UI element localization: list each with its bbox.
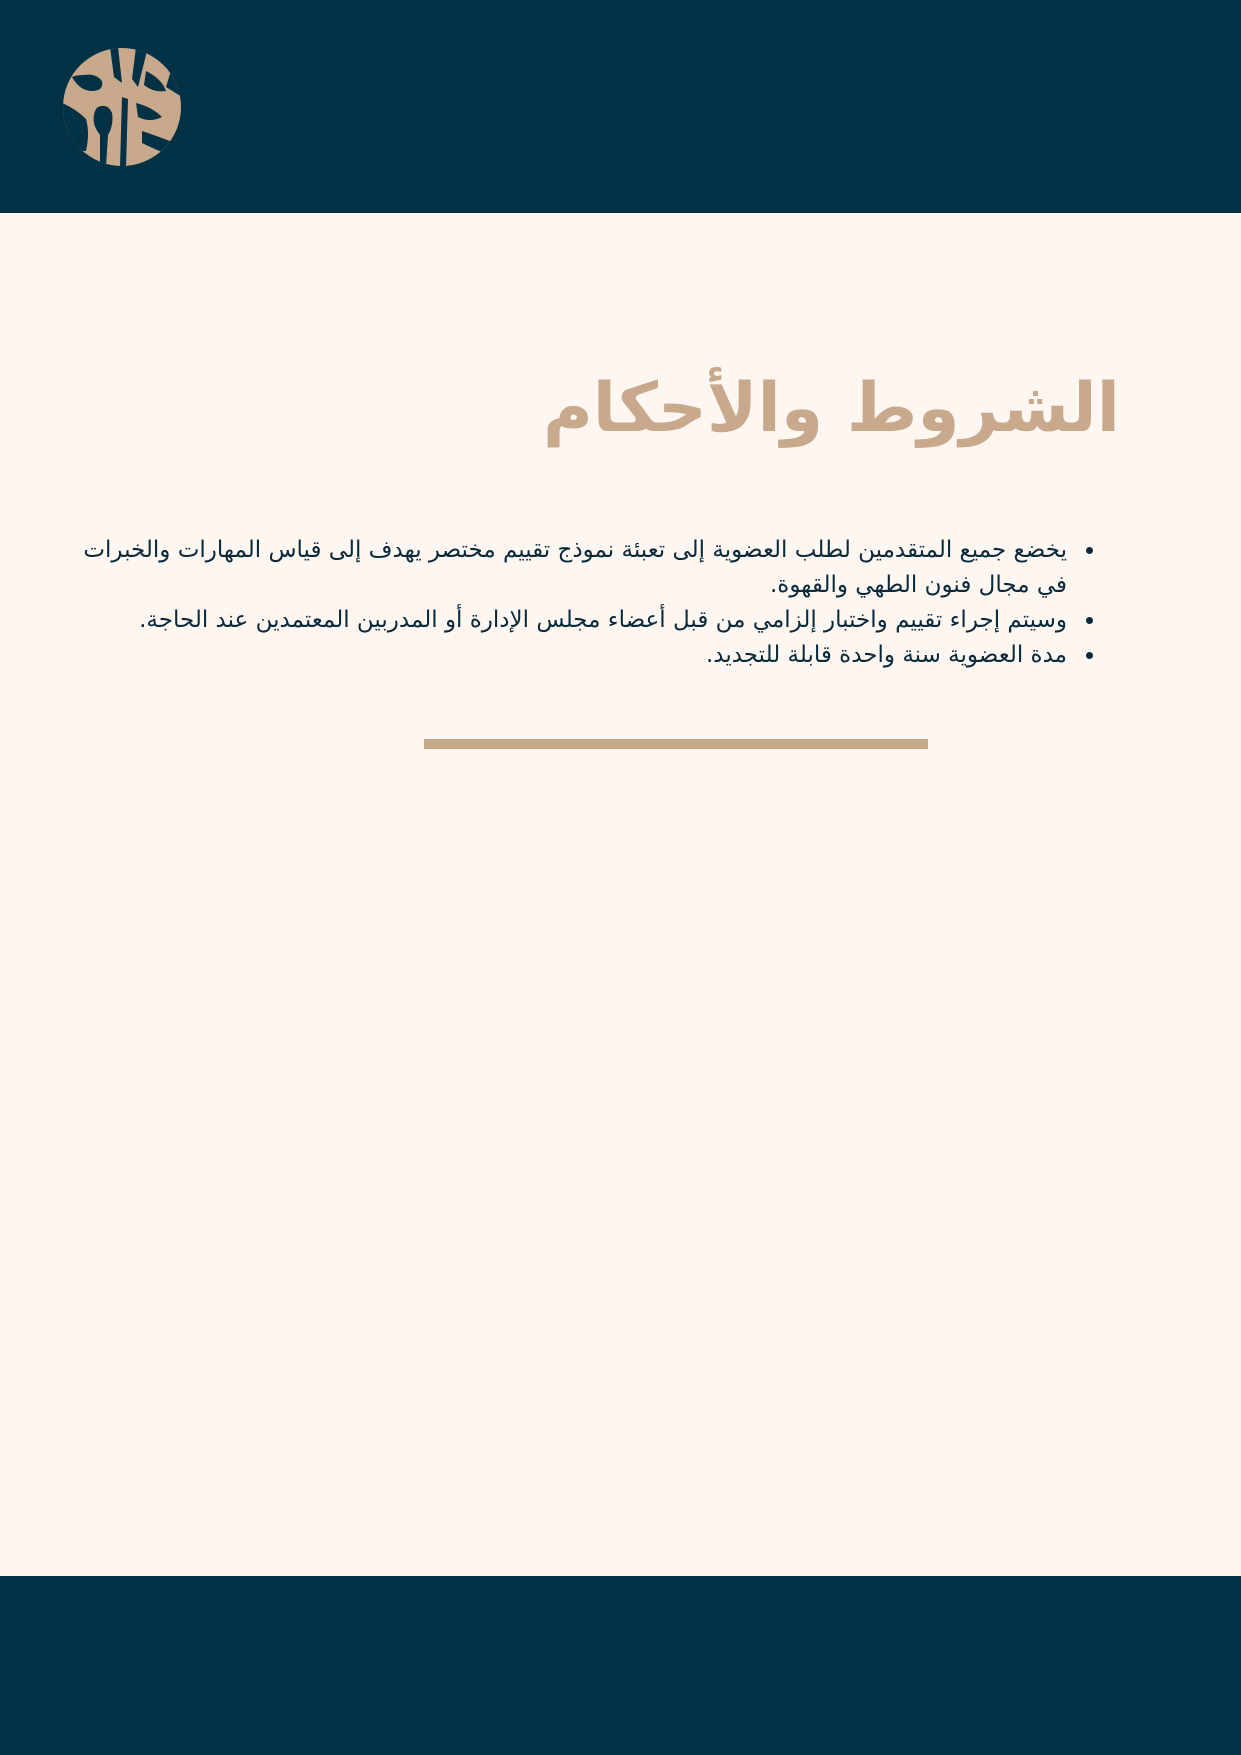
- trees-in-circle-icon: [62, 47, 182, 167]
- section-divider: [424, 739, 928, 749]
- list-item: • وسيتم إجراء تقييم واختبار إلزامي من قبل أعضاء مجلس الإدارة أو المدربين المعتمدين عند الحاجة.: [73, 603, 1073, 638]
- terms-list: [73, 533, 1095, 673]
- page-title: الشروط والأحكام: [542, 369, 1120, 448]
- page-header: [0, 0, 1241, 213]
- page-footer: [0, 1576, 1241, 1755]
- list-item: • مدة العضوية سنة واحدة قابلة للتجديد.: [73, 638, 1073, 673]
- list-item: • يخضع جميع المتقدمين لطلب العضوية إلى تعبئة نموذج تقييم مختصر يهدف إلى قياس المهارات والخبرات في مجال فنون الطهي والقهوة.: [73, 533, 1073, 603]
